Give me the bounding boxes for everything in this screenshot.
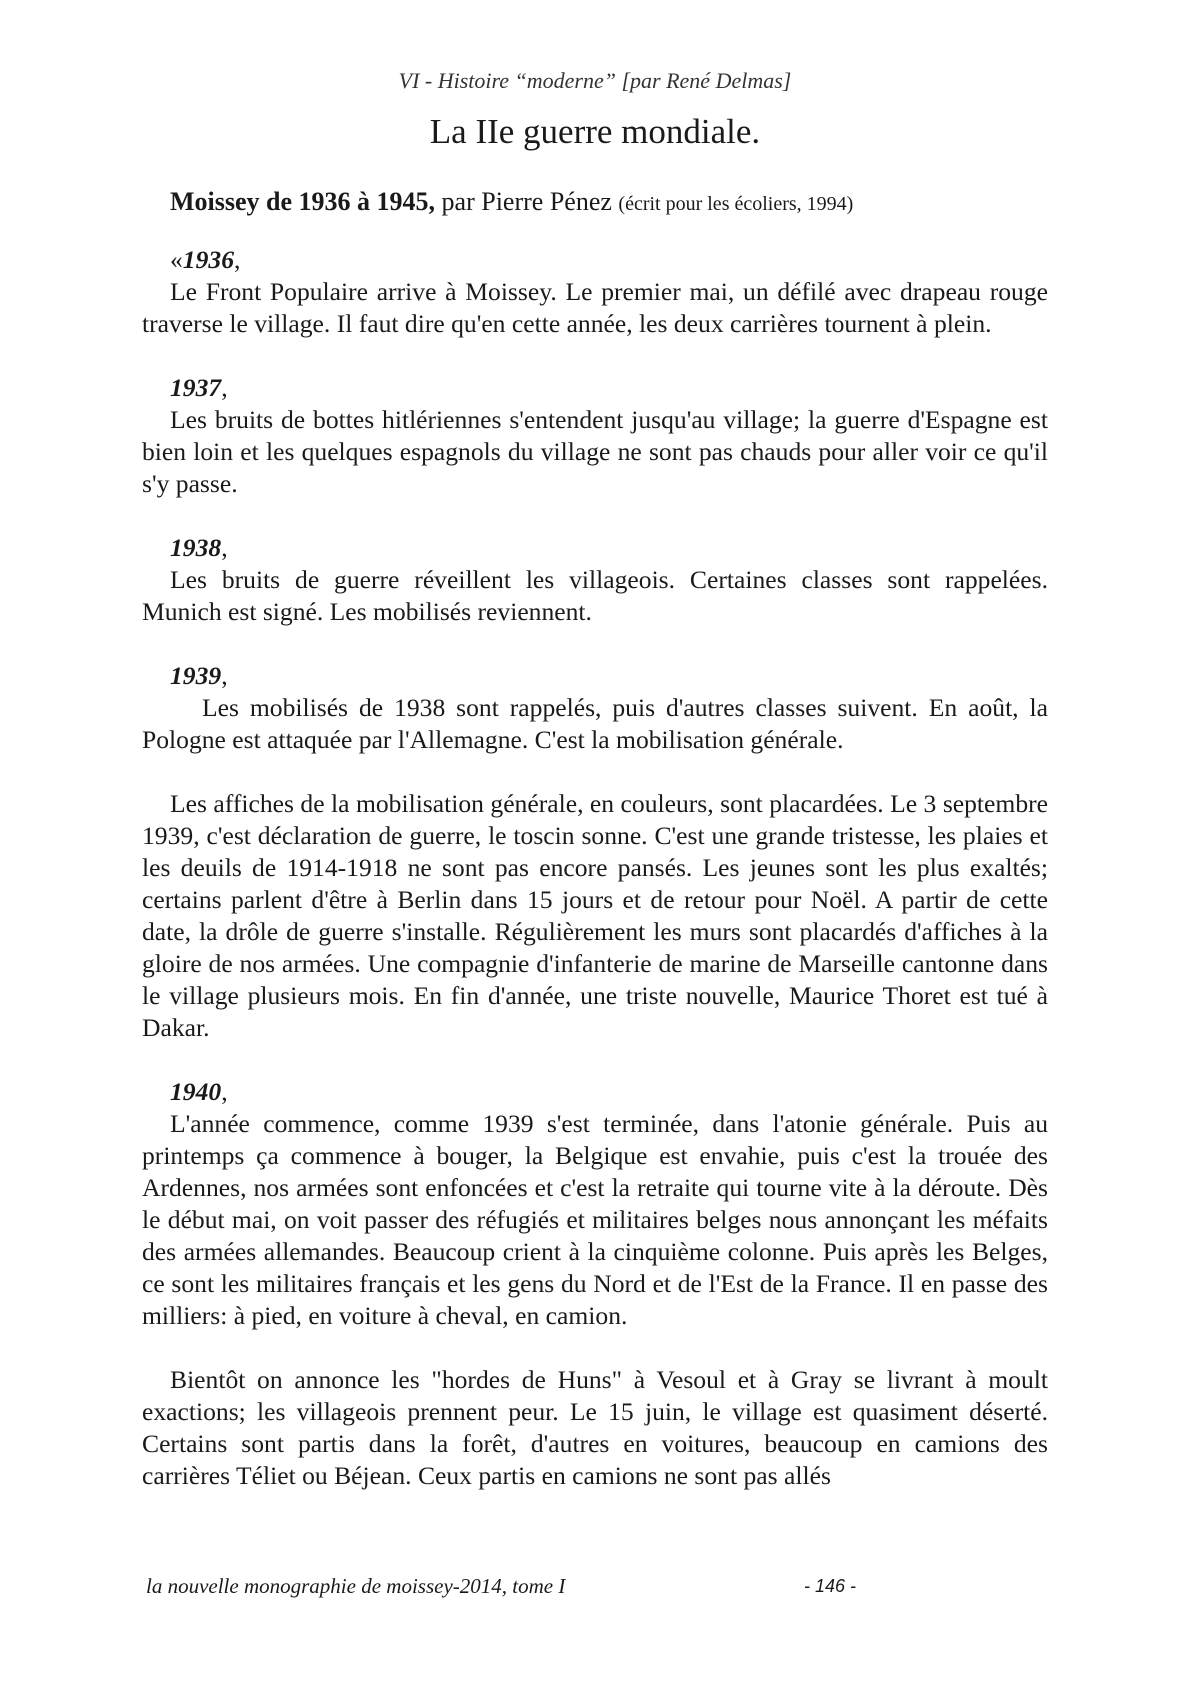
paragraph-spacer — [142, 1332, 1048, 1364]
paragraph: L'année commence, comme 1939 s'est terminée, dans l'atonie générale. Puis au printemps ça commence à bouger, la Belgique est envahie, puis c'est la trouée des Ardennes, nos armées sont enfoncées et c'est la retraite qui tourne vite à la déroute. Dès le début mai, on voit passer des réfugiés et militaires belges nous annonçant les méfaits des armées allemandes. Beaucoup crient à la cinquième colonne. Puis après les Belges, ce sont les militaires français et les gens du Nord et de l'Est de la France. Il en passe des milliers: à pied, en voiture à cheval, en camion. — [142, 1109, 1048, 1330]
year-separator: , — [233, 245, 241, 274]
paragraph: Les bruits de bottes hitlériennes s'entendent jusqu'au village; la guerre d'Espagne est bien loin et les quelques espagnols du village ne sont pas chauds pour aller voir ce qu'il s'y passe. — [142, 405, 1048, 498]
year-separator: , — [221, 373, 228, 402]
year-separator: , — [221, 661, 228, 690]
paragraph-spacer — [142, 1044, 1048, 1076]
year-heading-1937 — [142, 372, 1048, 404]
year-label: 1939 — [170, 661, 222, 690]
year-separator: , — [221, 533, 228, 562]
paragraph: Le Front Populaire arrive à Moissey. Le premier mai, un défilé avec drapeau rouge traverse le village. Il faut dire qu'en cette année, les deux carrières tournent à plein. — [142, 277, 1048, 338]
page-number: - 146 - — [804, 1576, 857, 1596]
year-heading-1938 — [142, 532, 1048, 564]
footer-source: la nouvelle monographie de moissey-2014, tome I — [146, 1574, 566, 1598]
year-heading-1940 — [142, 1076, 1048, 1108]
article-byline — [170, 187, 853, 217]
year-heading-1936 — [142, 244, 1048, 276]
year-label: 1940 — [170, 1077, 222, 1106]
paragraph: Les bruits de guerre réveillent les villageois. Certaines classes sont rappelées. Munich est signé. Les mobilisés reviennent. — [142, 565, 1048, 626]
year-label: 1937 — [170, 373, 222, 402]
author-note: (écrit pour les écoliers, 1994) — [618, 193, 854, 215]
opening-quote: « — [170, 245, 183, 274]
year-separator: , — [221, 1077, 228, 1106]
author-name: par Pierre Pénez — [441, 187, 612, 216]
paragraph-spacer — [142, 756, 1048, 788]
paragraph: Les mobilisés de 1938 sont rappelés, puis d'autres classes suivent. En août, la Pologne est attaquée par l'Allemagne. C'est la mobilisation générale. — [142, 693, 1048, 754]
article-title: Moissey de 1936 à 1945, — [170, 187, 436, 216]
year-label: 1936 — [182, 245, 234, 274]
chapter-title: La IIe guerre mondiale. — [429, 112, 761, 151]
paragraph: Bientôt on annonce les "hordes de Huns" à Vesoul et à Gray se livrant à moult exactions; les villageois prennent peur. Le 15 juin, le village est quasiment déserté. Certains sont partis dans la forêt, d'autres en voitures, beaucoup en camions des carrières Téliet ou Béjean. Ceux partis en camions ne sont pas allés — [142, 1365, 1048, 1490]
article-body — [142, 244, 1048, 1492]
year-label: 1938 — [170, 533, 222, 562]
paragraph-spacer — [142, 628, 1048, 660]
running-header: VI - Histoire “moderne” [par René Delmas] — [398, 68, 792, 93]
paragraph-spacer — [142, 340, 1048, 372]
paragraph: Les affiches de la mobilisation générale, en couleurs, sont placardées. Le 3 septembre 1939, c'est déclaration de guerre, le toscin sonne. C'est une grande tristesse, les plaies et les deuils de 1914-1918 ne sont pas encore pansés. Les jeunes sont les plus exaltés; certains parlent d'être à Berlin dans 15 jours et de retour pour Noël. A partir de cette date, la drôle de guerre s'installe. Régulièrement les murs sont placardés d'affiches à la gloire de nos armées. Une compagnie d'infanterie de marine de Marseille cantonne dans le village plusieurs mois. En fin d'année, une triste nouvelle, Maurice Thoret est tué à Dakar. — [142, 789, 1048, 1042]
year-heading-1939 — [142, 660, 1048, 692]
paragraph-spacer — [142, 500, 1048, 532]
